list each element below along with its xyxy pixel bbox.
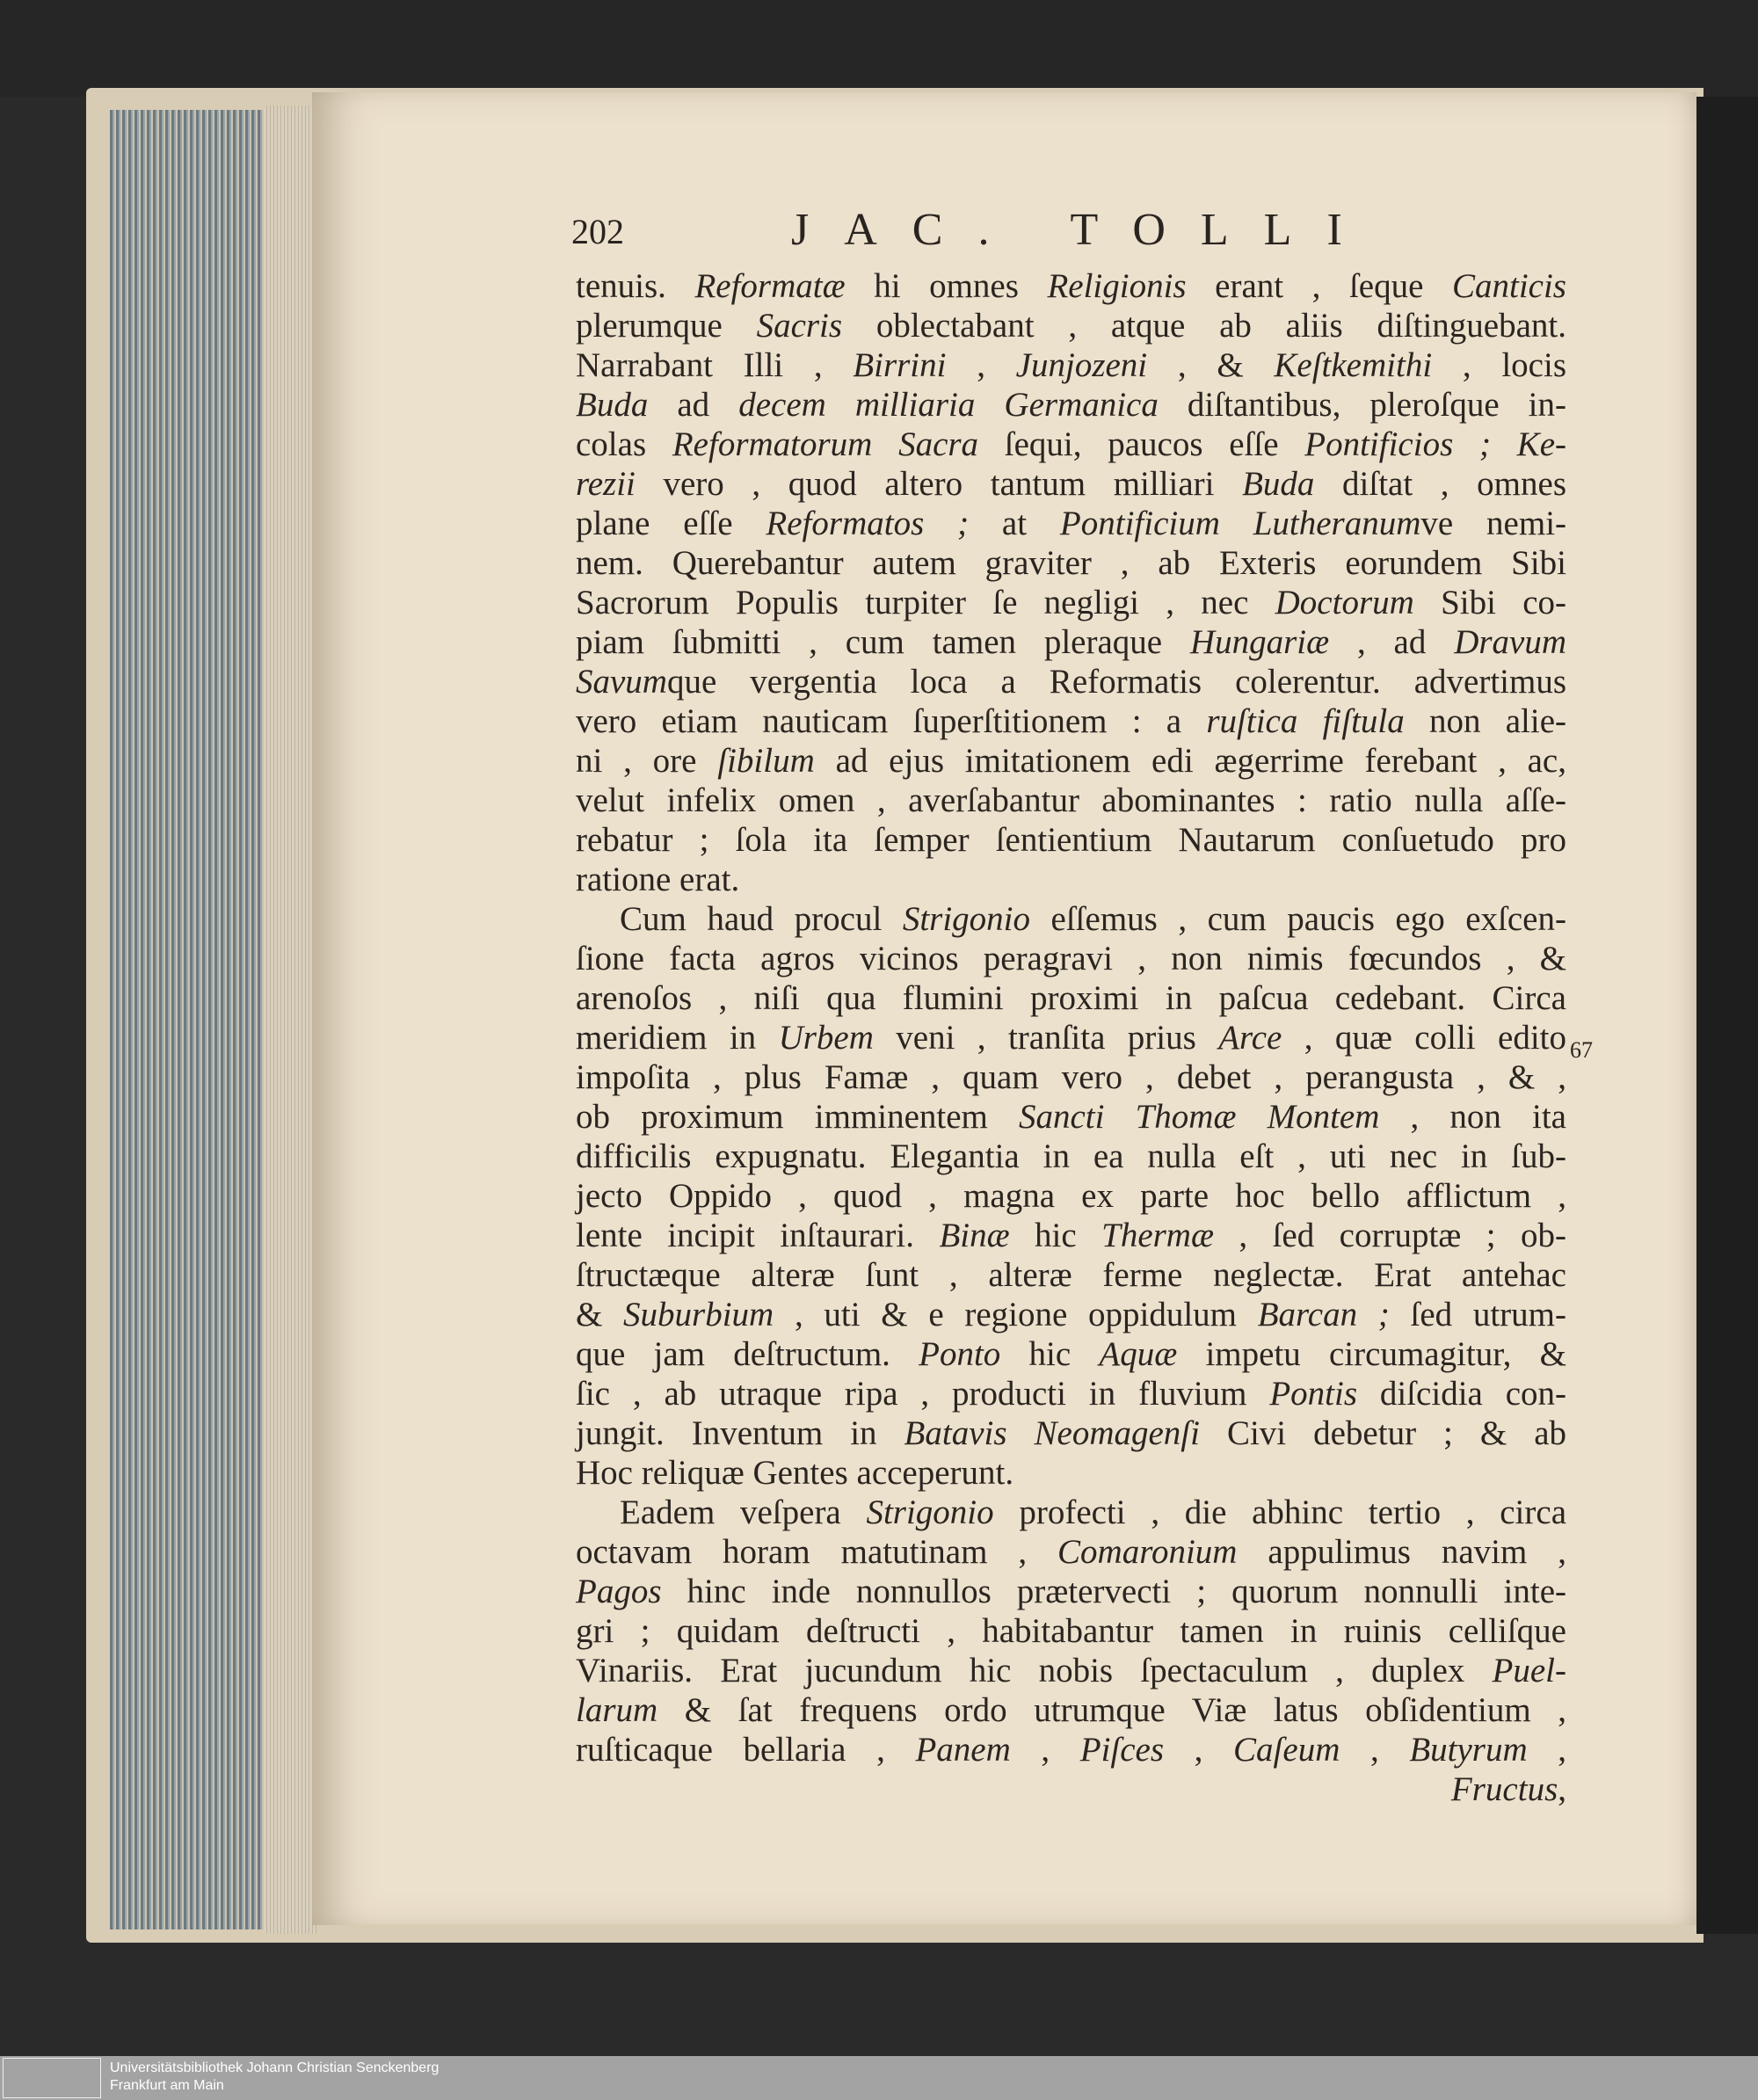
italic-text-segment: decem milliaria Germanica <box>738 386 1159 424</box>
running-title: JAC. TOLLI <box>791 205 1377 255</box>
text-segment: Cum haud procul <box>620 900 903 938</box>
text-segment: nem. Querebantur autem graviter , ab Exteris eorundem Sibi <box>576 544 1566 582</box>
text-segment: profecti , die abhinc tertio , circa <box>993 1493 1566 1531</box>
text-line <box>576 1769 1566 1809</box>
italic-text-segment: Dravum <box>1454 623 1567 661</box>
text-segment: , <box>1340 1731 1410 1769</box>
text-segment: vero , quod altero tantum milliari <box>635 465 1243 503</box>
library-footer <box>0 2056 1758 2100</box>
text-segment: rebatur ; ſola ita ſemper ſentientium Nautarum conſuetudo pro <box>576 821 1566 859</box>
text-segment: vero etiam nauticam ſuperſtitionem : a <box>576 702 1207 740</box>
text-segment: , <box>946 346 1016 384</box>
text-segment: , locis <box>1432 346 1567 384</box>
text-segment: oblectabant , atque ab aliis diſtinguebant. <box>842 307 1566 345</box>
text-line <box>576 1413 1566 1453</box>
italic-text-segment: Reformatorum Sacra <box>672 425 979 463</box>
text-segment: Hoc reliquæ Gentes acceperunt. <box>576 1454 1014 1492</box>
text-line <box>576 1730 1566 1769</box>
text-line <box>576 1018 1566 1057</box>
text-line <box>576 1176 1566 1216</box>
text-segment: difficilis expugnatu. Elegantia in ea nulla eſt , uti nec in ſub- <box>576 1137 1566 1175</box>
text-line <box>576 1572 1566 1611</box>
text-line <box>576 1057 1566 1097</box>
text-line <box>576 504 1566 543</box>
text-segment: ad ejus imitationem edi ægerrime ferebant , ac, <box>814 742 1566 780</box>
scan-background <box>0 0 1758 97</box>
text-segment: ob proximum imminentem <box>576 1098 1019 1136</box>
text-line <box>576 622 1566 662</box>
text-segment: hinc inde nonnullos prætervecti ; quorum nonnulli inte- <box>661 1573 1566 1610</box>
page-edges-inner <box>264 105 316 1934</box>
italic-text-segment: Puel- <box>1492 1652 1566 1689</box>
text-segment: at <box>969 505 1060 542</box>
running-header <box>571 204 1582 257</box>
italic-text-segment: Pontis <box>1269 1375 1358 1413</box>
text-segment: colas <box>576 425 672 463</box>
italic-text-segment: Strigonio <box>866 1493 994 1531</box>
text-segment: ſed utrum- <box>1389 1296 1566 1333</box>
text-segment: ſione facta agros vicinos peragravi , non nimis fœcundos , & <box>576 940 1566 977</box>
text-segment: diſtantibus, pleroſque in- <box>1158 386 1567 424</box>
text-segment: ſequi, paucos eſſe <box>978 425 1305 463</box>
text-segment: plane eſſe <box>576 505 766 542</box>
italic-text-segment: Thermæ <box>1101 1217 1214 1254</box>
text-line <box>576 701 1566 741</box>
text-segment: impoſita , plus Famæ , quam vero , debet , perangusta , & , <box>576 1058 1566 1096</box>
text-line <box>576 1216 1566 1255</box>
italic-text-segment: Pontificium Lutheranum <box>1059 505 1421 542</box>
text-line <box>576 543 1566 583</box>
italic-text-segment: Hungariæ <box>1189 623 1330 661</box>
text-line <box>576 1611 1566 1651</box>
text-line <box>576 583 1566 622</box>
text-segment: Narrabant Illi , <box>576 346 854 384</box>
text-line <box>576 899 1566 939</box>
text-line <box>576 1374 1566 1413</box>
footer-library-name: Universitätsbibliothek Johann Christian Senckenberg <box>110 2060 440 2075</box>
text-line <box>576 978 1566 1018</box>
body-text <box>576 266 1566 1809</box>
text-segment: octavam horam matutinam , <box>576 1533 1058 1571</box>
italic-text-segment: Fructus <box>1450 1770 1558 1808</box>
text-segment: Sacrorum Populis turpiter ſe negligi , nec <box>576 584 1275 621</box>
text-segment: lente incipit inſtaurari. <box>576 1217 940 1254</box>
text-segment: eſſemus , cum paucis ego exſcen- <box>1030 900 1566 938</box>
text-segment: que jam deſtructum. <box>576 1335 919 1373</box>
italic-text-segment: Panem <box>915 1731 1011 1769</box>
text-segment: Vinariis. Erat jucundum hic nobis ſpectaculum , duplex <box>576 1652 1493 1689</box>
italic-text-segment: Buda <box>576 386 649 424</box>
text-segment: , non ita <box>1379 1098 1566 1136</box>
text-segment: , <box>1558 1770 1566 1808</box>
italic-text-segment: Pagos <box>576 1573 662 1610</box>
text-segment: jungit. Inventum in <box>576 1414 904 1452</box>
text-line <box>576 306 1566 345</box>
text-segment: velut infelix omen , averſabantur abominantes : ratio nulla aſſe- <box>576 781 1566 819</box>
italic-text-segment: ſibilum <box>717 742 815 780</box>
text-line <box>576 781 1566 820</box>
text-segment: , <box>1527 1731 1567 1769</box>
text-line <box>576 464 1566 504</box>
text-segment: erant , ſeque <box>1186 267 1452 305</box>
italic-text-segment: Religionis <box>1047 267 1187 305</box>
text-segment: , ſed corruptæ ; ob- <box>1213 1217 1566 1254</box>
italic-text-segment: Sancti Thomæ Montem <box>1019 1098 1380 1136</box>
text-segment: , quæ colli edito <box>1282 1019 1566 1057</box>
text-segment: ni , ore <box>576 742 718 780</box>
italic-text-segment: Sacris <box>756 307 843 345</box>
text-segment: , <box>1010 1731 1080 1769</box>
italic-text-segment: larum <box>576 1691 658 1729</box>
text-segment: , & <box>1147 346 1275 384</box>
text-segment: & <box>576 1296 624 1333</box>
italic-text-segment: Comaronium <box>1057 1533 1238 1571</box>
text-segment: & ſat frequens ordo utrumque Viæ latus obſidentium , <box>657 1691 1566 1729</box>
italic-text-segment: Strigonio <box>902 900 1031 938</box>
italic-text-segment: Suburbium <box>623 1296 774 1333</box>
text-line <box>576 1532 1566 1572</box>
text-segment: diſtat , omnes <box>1314 465 1566 503</box>
text-segment: impetu circumagitur, & <box>1177 1335 1566 1373</box>
text-segment: , uti & e regione oppidulum <box>774 1296 1258 1333</box>
footer-library-city: Frankfurt am Main <box>110 2078 224 2093</box>
text-segment: ad <box>648 386 739 424</box>
text-line <box>576 939 1566 978</box>
italic-text-segment: Savum <box>576 663 667 701</box>
text-line <box>576 1453 1566 1493</box>
text-segment: ratione erat. <box>576 861 740 898</box>
text-segment: Sibi co- <box>1413 584 1566 621</box>
text-line <box>576 1690 1566 1730</box>
italic-text-segment: Ponto <box>919 1335 1001 1373</box>
italic-text-segment: Buda <box>1242 465 1315 503</box>
page-number: 202 <box>571 212 624 251</box>
italic-text-segment: Arce <box>1218 1019 1282 1057</box>
text-segment: plerumque <box>576 307 757 345</box>
italic-text-segment: Birrini <box>853 346 947 384</box>
text-segment: ſtructæque alteræ ſunt , alteræ ferme neglectæ. Erat antehac <box>576 1256 1566 1294</box>
italic-text-segment: Butyrum <box>1409 1731 1528 1769</box>
text-line <box>576 1137 1566 1176</box>
text-line <box>576 345 1566 385</box>
facing-page-edge <box>1696 97 1758 1934</box>
text-segment: diſcidia con- <box>1357 1375 1566 1413</box>
text-segment: hic <box>1000 1335 1100 1373</box>
text-segment: , <box>1164 1731 1234 1769</box>
margin-note: 67 <box>1570 1037 1593 1063</box>
text-segment: ruſticaque bellaria , <box>576 1731 916 1769</box>
text-segment: , ad <box>1329 623 1455 661</box>
italic-text-segment: rezii <box>576 465 636 503</box>
text-line <box>576 425 1566 464</box>
italic-text-segment: Batavis Neomagenſi <box>904 1414 1200 1452</box>
italic-text-segment: Piſces <box>1079 1731 1165 1769</box>
italic-text-segment: Keſtkemithi <box>1274 346 1433 384</box>
text-segment: non alie- <box>1404 702 1567 740</box>
text-line <box>576 820 1566 860</box>
text-segment: Civi debetur ; & ab <box>1199 1414 1567 1452</box>
italic-text-segment: Doctorum <box>1275 584 1414 621</box>
italic-text-segment: ruſtica fiſtula <box>1206 702 1405 740</box>
italic-text-segment: Reformatos ; <box>766 505 970 542</box>
text-line <box>576 266 1566 306</box>
italic-text-segment: Urbem <box>778 1019 874 1057</box>
text-segment: gri ; quidam deſtructi , habitabantur tamen in ruinis celliſque <box>576 1612 1566 1650</box>
italic-text-segment: Caſeum <box>1233 1731 1340 1769</box>
text-segment: piam ſubmitti , cum tamen pleraque <box>576 623 1190 661</box>
text-line <box>576 1651 1566 1690</box>
library-logo <box>3 2058 101 2098</box>
text-segment: arenoſos , niſi qua flumini proximi in paſcua cedebant. Circa <box>576 979 1566 1017</box>
text-line <box>576 1097 1566 1137</box>
italic-text-segment: Aquæ <box>1099 1335 1178 1373</box>
italic-text-segment: Reformatæ <box>694 267 846 305</box>
text-segment: que vergentia loca a Reformatis colerentur. advertimus <box>666 663 1566 701</box>
italic-text-segment: Canticis <box>1451 267 1566 305</box>
italic-text-segment: Junjozeni <box>1015 346 1148 384</box>
text-line <box>576 662 1566 701</box>
text-segment: veni , tranſita prius <box>873 1019 1219 1057</box>
text-segment: ve nemi- <box>1420 505 1567 542</box>
text-segment: hic <box>1009 1217 1102 1254</box>
text-line <box>576 1295 1566 1334</box>
italic-text-segment: Binæ <box>939 1217 1010 1254</box>
text-line <box>576 860 1566 899</box>
text-line <box>576 1255 1566 1295</box>
text-segment: tenuis. <box>576 267 695 305</box>
text-segment: appulimus navim , <box>1237 1533 1566 1571</box>
text-segment: ſic , ab utraque ripa , producti in fluvium <box>576 1375 1270 1413</box>
text-segment: meridiem in <box>576 1019 779 1057</box>
text-segment: hi omnes <box>845 267 1048 305</box>
italic-text-segment: Pontificios ; Ke- <box>1304 425 1566 463</box>
text-line <box>576 1493 1566 1532</box>
text-line <box>576 1334 1566 1374</box>
italic-text-segment: Barcan ; <box>1257 1296 1390 1333</box>
text-segment: Eadem veſpera <box>620 1493 867 1531</box>
text-line <box>576 385 1566 425</box>
text-line <box>576 741 1566 781</box>
text-segment: jecto Oppido , quod , magna ex parte hoc bello afflictum , <box>576 1177 1566 1215</box>
